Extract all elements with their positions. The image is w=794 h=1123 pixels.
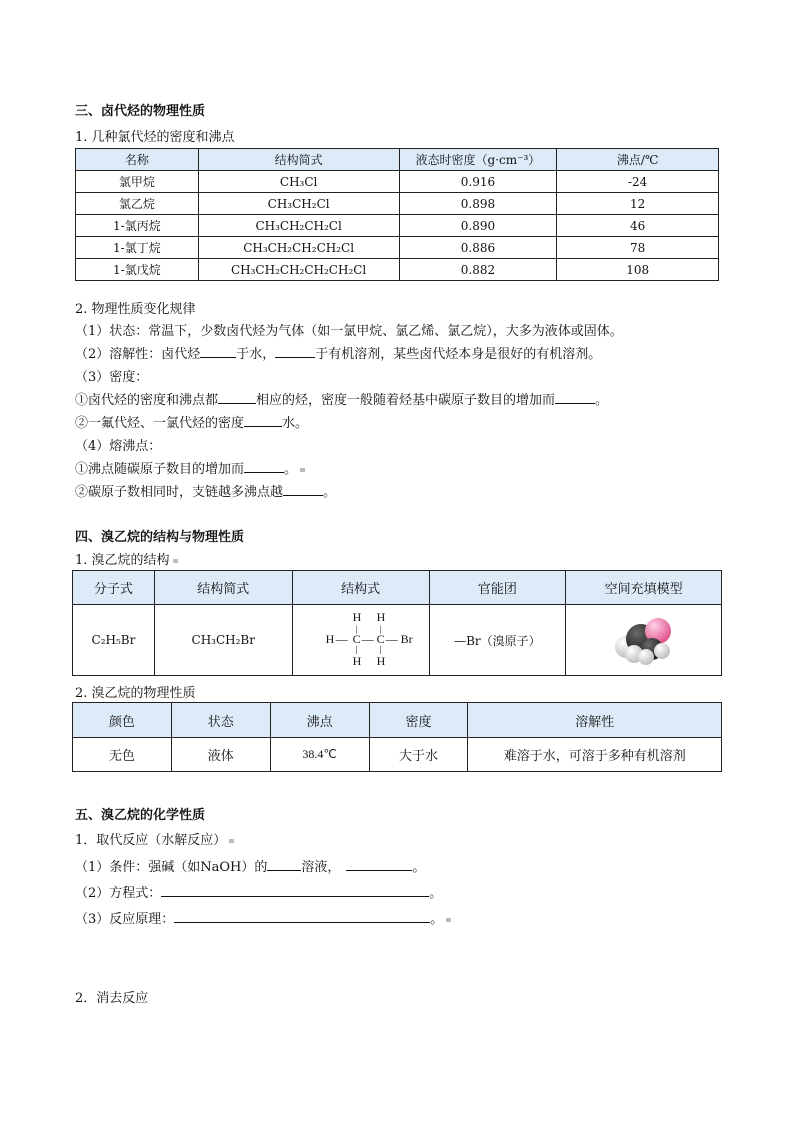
solubility-text-c: 于有机溶剂，某些卤代烃本身是很好的有机溶剂。: [315, 347, 602, 362]
table-header-row: [73, 571, 722, 605]
cell-solubility: 难溶于水，可溶于多种有机溶剂: [468, 738, 722, 772]
section3-sub2: 2. 物理性质变化规律: [75, 302, 196, 317]
bond-horizontal: —: [335, 632, 348, 646]
molecular-formula: C₂H₅Br: [73, 605, 155, 676]
col-header-solubility: 溶解性: [468, 703, 722, 738]
cell-density: 0.898: [399, 193, 557, 215]
col-header-color: 颜色: [73, 703, 172, 738]
section5-sub1: [75, 829, 234, 848]
fill-blank[interactable]: [555, 391, 595, 404]
cell-name: 氯甲烷: [76, 171, 199, 193]
fill-blank[interactable]: [218, 391, 256, 404]
cell-formula: CH₃CH₂CH₂CH₂Cl: [198, 237, 399, 259]
anchor-mark-icon: [173, 559, 178, 563]
cell-color: 无色: [73, 738, 172, 772]
density2-text-b: 水。: [282, 416, 309, 431]
density-line-2: [75, 412, 308, 431]
cell-name: 1-氯丁烷: [76, 237, 199, 259]
fill-blank[interactable]: [200, 345, 236, 358]
cell-formula: CH₃CH₂CH₂Cl: [198, 215, 399, 237]
bp1-text-a: ①沸点随碳原子数目的增加而: [75, 462, 245, 477]
fill-blank[interactable]: [346, 858, 412, 871]
cell-density: 大于水: [369, 738, 468, 772]
col-header-density: 密度: [369, 703, 468, 738]
bromoethane-structure-table: [72, 570, 722, 676]
table-row: [76, 215, 719, 237]
cell-density: 0.916: [399, 171, 557, 193]
space-filling-model-image: [604, 609, 684, 669]
table-row: [76, 259, 719, 281]
atom-h: H: [376, 654, 386, 668]
cell-formula: CH₃Cl: [198, 171, 399, 193]
col-header-simple: 结构简式: [154, 571, 292, 605]
atom-br: Br: [400, 632, 413, 646]
col-header-density: 液态时密度（g·cm⁻³）: [399, 149, 557, 171]
fill-blank[interactable]: [267, 858, 301, 871]
col-header-bp: 沸点/℃: [557, 149, 719, 171]
cell-bp: 38.4℃: [270, 738, 369, 772]
cell-density: 0.886: [399, 237, 557, 259]
density-line-1: [75, 389, 608, 408]
col-header-state: 状态: [171, 703, 270, 738]
section4-title: 四、溴乙烷的结构与物理性质: [75, 530, 245, 545]
fill-blank[interactable]: [283, 483, 323, 496]
atom-h: H: [325, 632, 335, 646]
bp1-text-b: 。: [284, 462, 298, 477]
density-text-a: ①卤代烃的密度和沸点都: [75, 393, 219, 408]
table-row: [76, 237, 719, 259]
cell-density: 0.882: [399, 259, 557, 281]
space-filling-model: [566, 605, 722, 676]
mechanism-line: [75, 908, 451, 927]
section4-sub1-text: 1. 溴乙烷的结构: [75, 553, 170, 568]
fill-blank[interactable]: [275, 345, 315, 358]
condition-text-c: 。: [412, 860, 426, 875]
col-header-bp: 沸点: [270, 703, 369, 738]
density2-text-a: ②一氟代烃、一氯代烃的密度: [75, 416, 245, 431]
fill-blank[interactable]: [244, 460, 284, 473]
density-text-c: 。: [595, 393, 609, 408]
table-row: [73, 605, 722, 676]
bromoethane-physical-table: [72, 702, 722, 772]
table-header-row: [76, 149, 719, 171]
equation-text-a: （2）方程式：: [75, 886, 162, 901]
density-title: （3）密度：: [75, 370, 149, 385]
col-header-formula: 结构简式: [198, 149, 399, 171]
functional-group: —Br（溴原子）: [429, 605, 566, 676]
anchor-mark-icon: [446, 918, 451, 922]
bp-title: （4）熔沸点：: [75, 439, 162, 454]
section4-sub1: [75, 549, 178, 568]
density-text-b: 相应的烃，密度一般随着烃基中碳原子数目的增加而: [256, 393, 556, 408]
bp-line-1: [75, 458, 305, 477]
col-header-name: 名称: [76, 149, 199, 171]
anchor-mark-icon: [300, 468, 305, 472]
cell-formula: CH₃CH₂Cl: [198, 193, 399, 215]
condition-text-b: 溶液，: [301, 860, 341, 875]
bond-horizontal: —: [361, 632, 374, 646]
state-line: （1）状态：常温下，少数卤代烃为气体（如一氯甲烷、氯乙烯、氯乙烷），大多为液体或固体。: [75, 324, 623, 339]
structural-formula: [292, 605, 429, 676]
fill-blank[interactable]: [161, 884, 429, 897]
fill-blank[interactable]: [244, 414, 282, 427]
col-header-structural: 结构式: [292, 571, 429, 605]
solubility-text-b: 于水，: [236, 347, 276, 362]
cell-density: 0.890: [399, 215, 557, 237]
bond-vertical: |: [379, 624, 382, 634]
atom-c: C: [352, 632, 361, 646]
atom-c: C: [376, 632, 385, 646]
cell-bp: 78: [557, 237, 719, 259]
cell-formula: CH₃CH₂CH₂CH₂CH₂Cl: [198, 259, 399, 281]
section3-sub1: 1. 几种氯代烃的密度和沸点: [75, 130, 235, 145]
structural-formula-drawing: [306, 610, 416, 670]
equation-text-b: 。: [429, 886, 443, 901]
col-header-molecular: 分子式: [73, 571, 155, 605]
atom-h: H: [352, 654, 362, 668]
solubility-text-a: （2）溶解性：卤代烃: [75, 347, 201, 362]
bp-line-2: [75, 481, 336, 500]
cell-bp: -24: [557, 171, 719, 193]
col-header-group: 官能团: [429, 571, 566, 605]
bond-vertical: |: [379, 644, 382, 654]
col-header-model: 空间充填模型: [566, 571, 722, 605]
section5-sub2: 2．消去反应: [75, 991, 149, 1006]
table-row: [76, 193, 719, 215]
table-header-row: [73, 703, 722, 738]
solubility-line: [75, 343, 601, 362]
table-row: [73, 738, 722, 772]
cell-bp: 108: [557, 259, 719, 281]
mechanism-text-b: 。: [430, 912, 444, 927]
bond-vertical: |: [355, 644, 358, 654]
condition-line: [75, 856, 425, 875]
bond-vertical: |: [355, 624, 358, 634]
table-row: [76, 171, 719, 193]
bp2-text-a: ②碳原子数相同时，支链越多沸点越: [75, 485, 284, 500]
cell-name: 1-氯戊烷: [76, 259, 199, 281]
equation-line: [75, 882, 442, 901]
anchor-mark-icon: [229, 839, 234, 843]
section3-title: 三、卤代烃的物理性质: [75, 104, 206, 119]
cell-name: 氯乙烷: [76, 193, 199, 215]
section5-sub1-text: 1．取代反应（水解反应）: [75, 833, 227, 848]
mechanism-text-a: （3）反应原理：: [75, 912, 175, 927]
section4-sub2: 2. 溴乙烷的物理性质: [75, 686, 196, 701]
cell-bp: 12: [557, 193, 719, 215]
condition-text-a: （1）条件：强碱（如NaOH）的: [75, 860, 268, 875]
atom-h: H: [352, 610, 362, 624]
bond-horizontal: —: [385, 632, 398, 646]
chloroalkane-table: [75, 148, 719, 281]
atom-h: H: [376, 610, 386, 624]
cell-name: 1-氯丙烷: [76, 215, 199, 237]
bp2-text-b: 。: [323, 485, 337, 500]
simple-formula: CH₃CH₂Br: [154, 605, 292, 676]
section5-title: 五、溴乙烷的化学性质: [75, 808, 206, 823]
cell-bp: 46: [557, 215, 719, 237]
fill-blank[interactable]: [174, 910, 430, 923]
cell-state: 液体: [171, 738, 270, 772]
